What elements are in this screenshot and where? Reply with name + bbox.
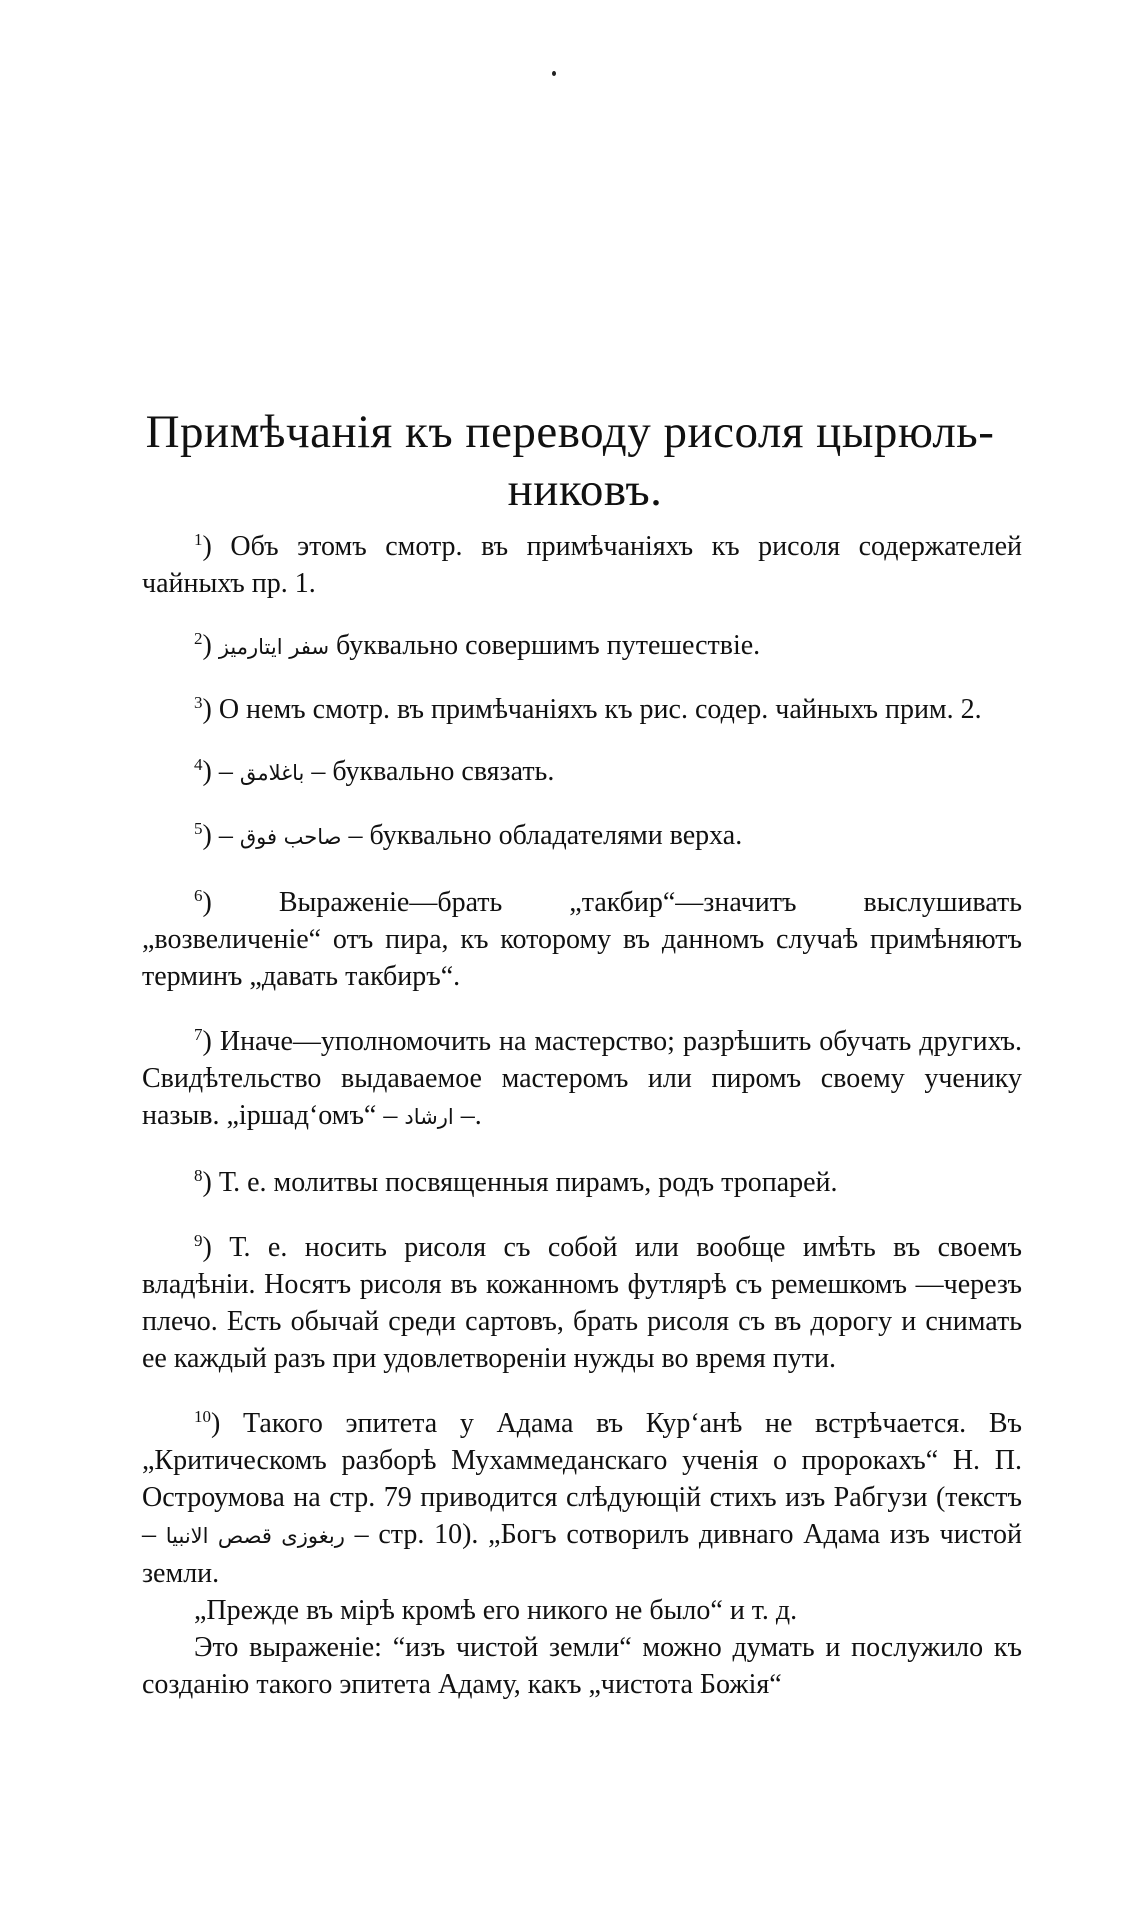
- arabic-term: ارشاد: [404, 1105, 454, 1129]
- note-text: буквально совершимъ путешествіе.: [329, 630, 761, 661]
- arabic-term: باغلامق: [239, 761, 305, 785]
- page-title: [120, 403, 1020, 519]
- notes-list: [142, 528, 1022, 1703]
- note-number: 2: [194, 629, 203, 648]
- note-text: буквально связать.: [325, 756, 555, 787]
- note-number: 9: [194, 1231, 203, 1250]
- note-number: 6: [194, 886, 203, 905]
- print-speck: [552, 71, 556, 76]
- note-4: $^4$) – باغلامق – буквально связать.: [194, 755, 555, 787]
- note-text: ) О немъ смотр. въ примѣчаніяхъ къ рис. содер. чайныхъ прим. 2.: [202, 694, 982, 725]
- note-text-cont: стр. 10). „Богъ сотворилъ дивнаго Адама изъ чистой земли.: [142, 1519, 1023, 1589]
- note-text: ) Выраженіе—брать „такбир“—значитъ выслушивать „возвеличеніе“ отъ пира, къ которому въ данномъ случаѣ примѣняютъ терминъ „давать такбиръ“.: [142, 887, 1022, 992]
- note-10: $^{10}$) Такого эпитета у Адама въ Кур‘анѣ не встрѣчается. Въ „Критическомъ разборѣ Мухаммеданскаго ученія о пророкахъ“ Н. П. Остроумова на стр. 79 приводится слѣдующій стихъ изъ Рабгузи (текстъ – ربغوزى قصص الانبيا – стр. 10). „Богъ сотворилъ дивнаго Адама изъ чистой земли.: [142, 1407, 1023, 1589]
- note-text: ) Т. е. молитвы посвященныя пирамъ, родъ тропарей.: [202, 1167, 838, 1198]
- note-5: $^5$) – صاحب فوق – буквально обладателями верха.: [194, 819, 743, 851]
- page-title-line-2: никовъ.: [507, 464, 663, 517]
- arabic-term: سفر ايتارميز: [218, 635, 330, 659]
- note-tail: .: [474, 1100, 482, 1131]
- note-9: [142, 1229, 1022, 1377]
- note-number: 4: [194, 755, 203, 774]
- note-number: 1: [194, 530, 203, 549]
- note-2: $^2$) سفر ايتارميز буквально совершимъ путешествіе.: [194, 629, 761, 661]
- note-number: 5: [194, 819, 203, 838]
- note-1: [142, 528, 1022, 602]
- note-8: [142, 1164, 1022, 1201]
- note-text: ) Такого эпитета у Адама въ Кур‘анѣ не встрѣчается. Въ „Критическомъ разборѣ Мухаммеданскаго ученія о пророкахъ“ Н. П. Остроумова на стр. 79 приводится слѣдующій стихъ изъ Рабгузи (текстъ: [142, 1408, 1022, 1513]
- continuation-line-1: „Прежде въ мірѣ кромѣ его никого не было“ и т. д.: [194, 1595, 798, 1626]
- continuation-line-2: Это выраженіе: “изъ чистой земли“ можно думать и послужило къ созданію такого эпитета Адаму, какъ „чистота Божія“: [142, 1632, 1022, 1700]
- arabic-term: صاحب فوق: [239, 825, 342, 849]
- note-number: 8: [194, 1166, 203, 1185]
- note-text: ) Иначе—уполномочить на мастерство; разрѣшить обучать другихъ. Свидѣтельство выдаваемое мастеромъ или пиромъ своему ученику назыв. „іршад‘омъ“: [142, 1026, 1022, 1131]
- note-text: ) Т. е. носить рисоля съ собой или вообще имѣть въ своемъ владѣніи. Носятъ рисоля въ кожанномъ футлярѣ съ ремешкомъ —черезъ плечо. Есть обычай среди сартовъ, брать рисоля съ въ дорогу и снимать ее каждый разъ при удовлетвореніи нужды во время пути.: [142, 1232, 1022, 1374]
- note-7: $^7$) Иначе—уполномочить на мастерство; разрѣшить обучать другихъ. Свидѣтельство выдаваемое мастеромъ или пиромъ своему ученику назыв. „іршад‘омъ“ – ارشاد –.: [142, 1025, 1022, 1131]
- note-text: буквально обладателями верха.: [362, 820, 743, 851]
- note-6: [142, 884, 1022, 995]
- note-number: 3: [194, 693, 203, 712]
- page-title-line-1: Примѣчанія къ переводу рисоля цырюль-: [145, 406, 995, 459]
- note-3: [142, 691, 1022, 728]
- note-number: 10: [194, 1407, 211, 1426]
- note-text: ) Объ этомъ смотр. въ примѣчаніяхъ къ рисоля содержателей чайныхъ пр. 1.: [142, 531, 1022, 599]
- note-number: 7: [194, 1025, 203, 1044]
- arabic-term: ربغوزى قصص الانبيا: [165, 1524, 345, 1548]
